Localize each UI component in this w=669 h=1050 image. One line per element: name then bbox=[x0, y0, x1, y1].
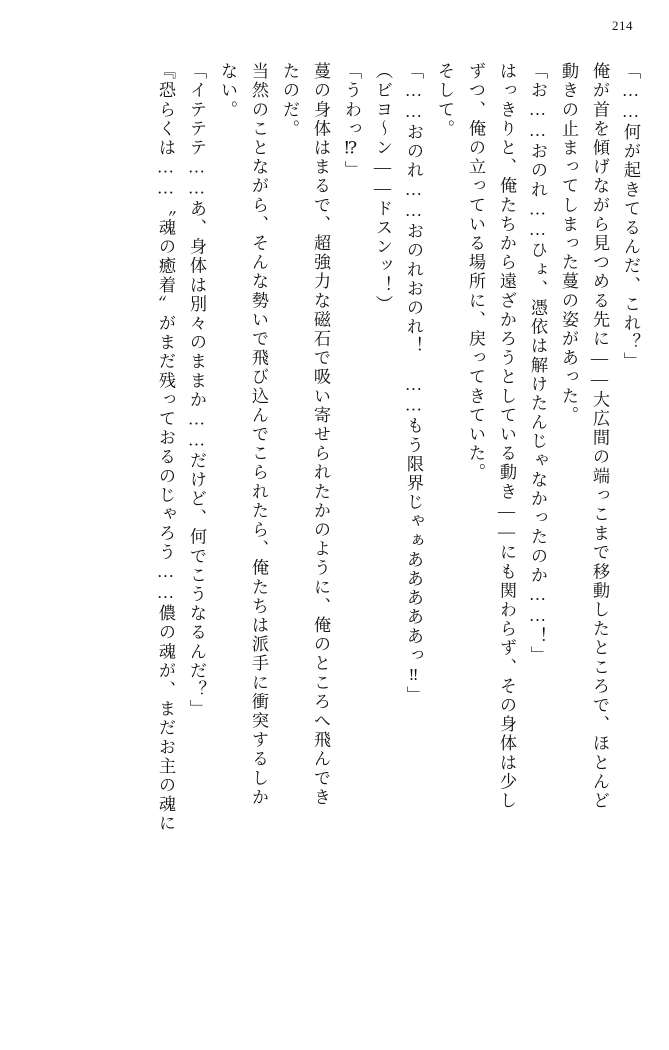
text-line: 「お……おのれ……ひょ、憑依は解けたんじゃなかったのか……！」 bbox=[528, 62, 547, 665]
text-line: ない。 bbox=[218, 62, 237, 120]
text-line: 「イテテテ……あ、身体は別々のままか……だけど、何でこうなるんだ？」 bbox=[187, 62, 206, 719]
text-line: 「……おのれ……おのれおのれ！ ……もう限界じゃぁあああああっ‼」 bbox=[404, 62, 423, 705]
text-line: 当然のことながら、そんな勢いで飛び込んでこられたら、俺たちは派手に衝突するしか bbox=[249, 62, 268, 807]
text-line: 蔓の身体はまるで、超強力な磁石で吸い寄せられたかのように、俺のところへ飛んでき bbox=[311, 62, 330, 807]
text-line: （ビヨ〜ン——ドスンッ！） bbox=[373, 62, 392, 314]
text-line: ずつ、俺の立っている場所に、戻ってきていた。 bbox=[466, 62, 485, 483]
text-line: はっきりと、俺たちから遠ざかろうとしている動き——にも関わらず、その身体は少し bbox=[497, 62, 516, 811]
text-line: たのだ。 bbox=[280, 62, 299, 139]
text-line: 「うわっ⁉」 bbox=[342, 62, 361, 180]
text-line: 動きの止まってしまった蔓の姿があった。 bbox=[559, 62, 578, 425]
text-line: そして。 bbox=[435, 62, 454, 139]
text-line: 『恐らくは……〝魂の癒着〟がまだ残っておるのじゃろう……儂の魂が、まだお主の魂に bbox=[156, 62, 175, 834]
vertical-text-body bbox=[28, 62, 639, 1024]
text-line: 俺が首を傾げながら見つめる先に——大広間の端っこまで移動したところで、ほとんど bbox=[590, 62, 609, 811]
text-line: 「……何が起きてるんだ、これ？」 bbox=[621, 62, 640, 372]
page-number: 214 bbox=[612, 18, 633, 33]
